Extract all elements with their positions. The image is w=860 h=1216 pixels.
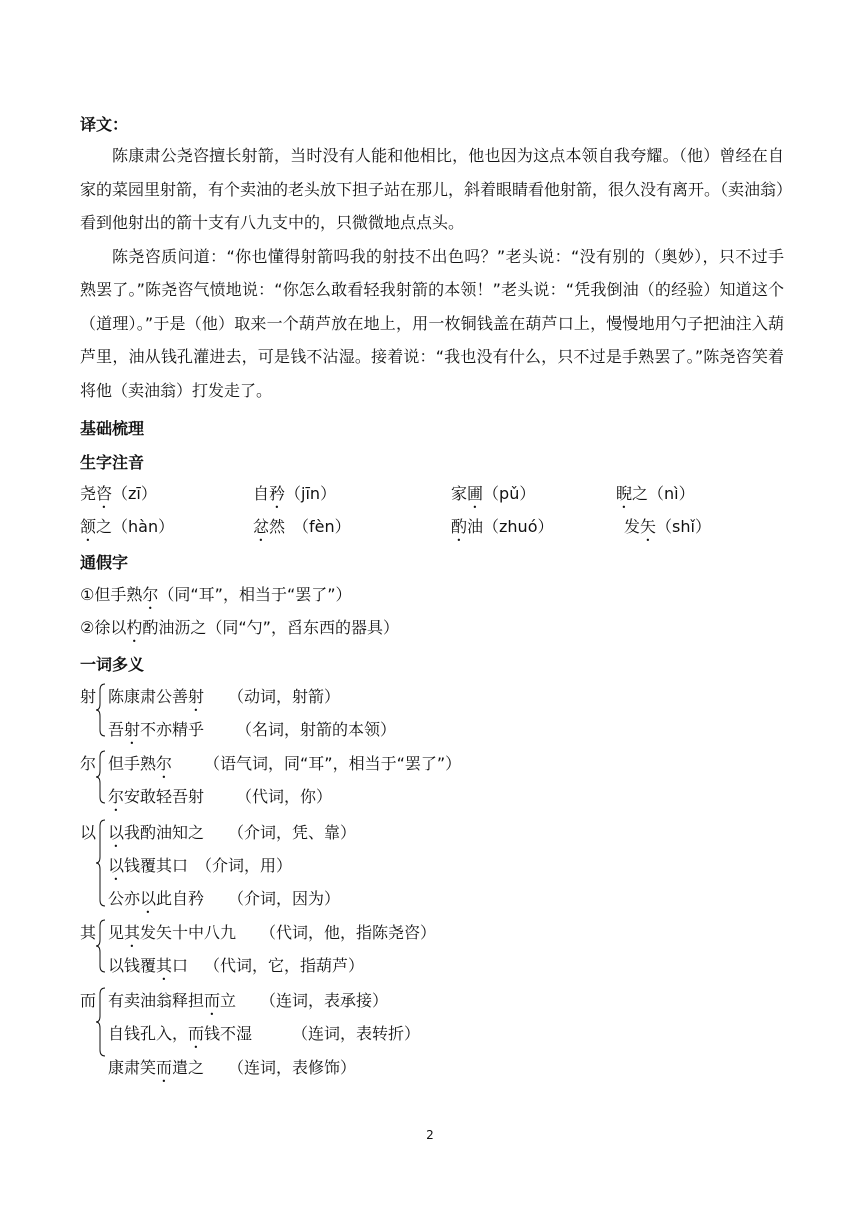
polysemy-char-er: 尔 <box>80 754 97 773</box>
pronunciation-item: 家圃（pǔ） <box>451 484 536 503</box>
polysemy-example: 康肃笑而遣之 <box>108 1058 205 1077</box>
pronunciation-item: 尧咨（zī） <box>80 484 157 503</box>
polysemy-gloss: （连词，表转折） <box>292 1024 421 1043</box>
polysemy-gloss: （代词，它，指葫芦） <box>204 956 365 975</box>
polysemy-example: 陈康肃公善射 <box>108 687 205 706</box>
polysemy-gloss: （动词，射箭） <box>228 687 341 706</box>
polysemy-example: 公亦以此自矜 <box>108 889 205 908</box>
brace-icon <box>95 986 107 1058</box>
polysemy-heading: 一词多义 <box>80 655 145 674</box>
tongjiazi-item: ①但手熟尔（同“耳”，相当于“罢了”） <box>80 585 352 604</box>
translation-heading: 译文： <box>80 115 129 134</box>
pronunciation-item: 睨之（nì） <box>616 484 695 503</box>
polysemy-char-qi: 其 <box>80 923 97 942</box>
polysemy-gloss: （代词，你） <box>236 787 333 806</box>
polysemy-example: 尔安敢轻吾射 <box>108 787 205 806</box>
polysemy-example: 自钱孔入，而钱不湿 <box>108 1024 253 1043</box>
pronunciation-item: 发矢（shǐ） <box>624 517 711 536</box>
brace-icon <box>95 818 107 908</box>
polysemy-gloss: （介词，凭、靠） <box>228 823 357 842</box>
polysemy-gloss: （代词，他，指陈尧咨） <box>260 923 437 942</box>
polysemy-gloss: （连词，表承接） <box>260 991 389 1010</box>
brace-icon <box>95 918 107 974</box>
tongjiazi-heading: 通假字 <box>80 553 129 572</box>
translation-paragraph-1: 陈康肃公尧咨擅长射箭，当时没有人能和他相比，他也因为这点本领自我夸耀。（他）曾经在自家的菜园里射箭，有个卖油的老头放下担子站在那儿，斜着眼睛看他射箭，很久没有离开。（卖油翁）看到他射出的箭十支有八九支中的，只微微地点点头。 <box>80 146 785 232</box>
pronunciation-item: 酌油（zhuó） <box>451 517 554 536</box>
polysemy-gloss: （介词，用） <box>196 856 293 875</box>
polysemy-example: 以我酌油知之 <box>108 823 205 842</box>
polysemy-example: 以钱覆其口 <box>108 856 189 875</box>
polysemy-char-she: 射 <box>80 687 97 706</box>
page-number: 2 <box>426 1128 434 1142</box>
brace-icon <box>95 682 107 738</box>
polysemy-gloss: （名词，射箭的本领） <box>236 720 397 739</box>
pronunciation-item: 忿然 （fèn） <box>253 517 351 536</box>
translation-body <box>80 139 784 407</box>
polysemy-gloss: （语气词，同“耳”，相当于“罢了”） <box>204 754 462 773</box>
pronunciation-heading: 生字注音 <box>80 453 145 472</box>
basics-heading: 基础梳理 <box>80 419 145 438</box>
tongjiazi-item: ②徐以杓酌油沥之（同“勺”，舀东西的器具） <box>80 618 399 637</box>
polysemy-example: 有卖油翁释担而立 <box>108 991 237 1010</box>
translation-paragraph-2: 陈尧咨质问道：“你也懂得射箭吗我的射技不出色吗？”老头说：“没有别的（奥妙），只不过手熟罢了。”陈尧咨气愤地说：“你怎么敢看轻我射箭的本领！”老头说：“凭我倒油（的经验）知道这个（道理）。”于是（他）取来一个葫芦放在地上，用一枚铜钱盖在葫芦口上，慢慢地用勺子把油注入葫芦里，油从钱孔灌进去，可是钱不沾湿。接着说：“我也没有什么，只不过是手熟罢了。”陈尧咨笑着将他（卖油翁）打发走了。 <box>80 246 784 400</box>
polysemy-example: 但手熟尔 <box>108 754 173 773</box>
brace-icon <box>95 749 107 805</box>
polysemy-example: 见其发矢十中八九 <box>108 923 237 942</box>
polysemy-char-er2: 而 <box>80 991 97 1010</box>
polysemy-example: 以钱覆其口 <box>108 956 189 975</box>
pronunciation-item: 颔之（hàn） <box>80 517 175 536</box>
polysemy-gloss: （连词，表修饰） <box>228 1058 357 1077</box>
polysemy-char-yi: 以 <box>80 823 97 842</box>
polysemy-gloss: （介词，因为） <box>228 889 341 908</box>
polysemy-example: 吾射不亦精乎 <box>108 720 205 739</box>
pronunciation-item: 自矜（jīn） <box>253 484 337 503</box>
